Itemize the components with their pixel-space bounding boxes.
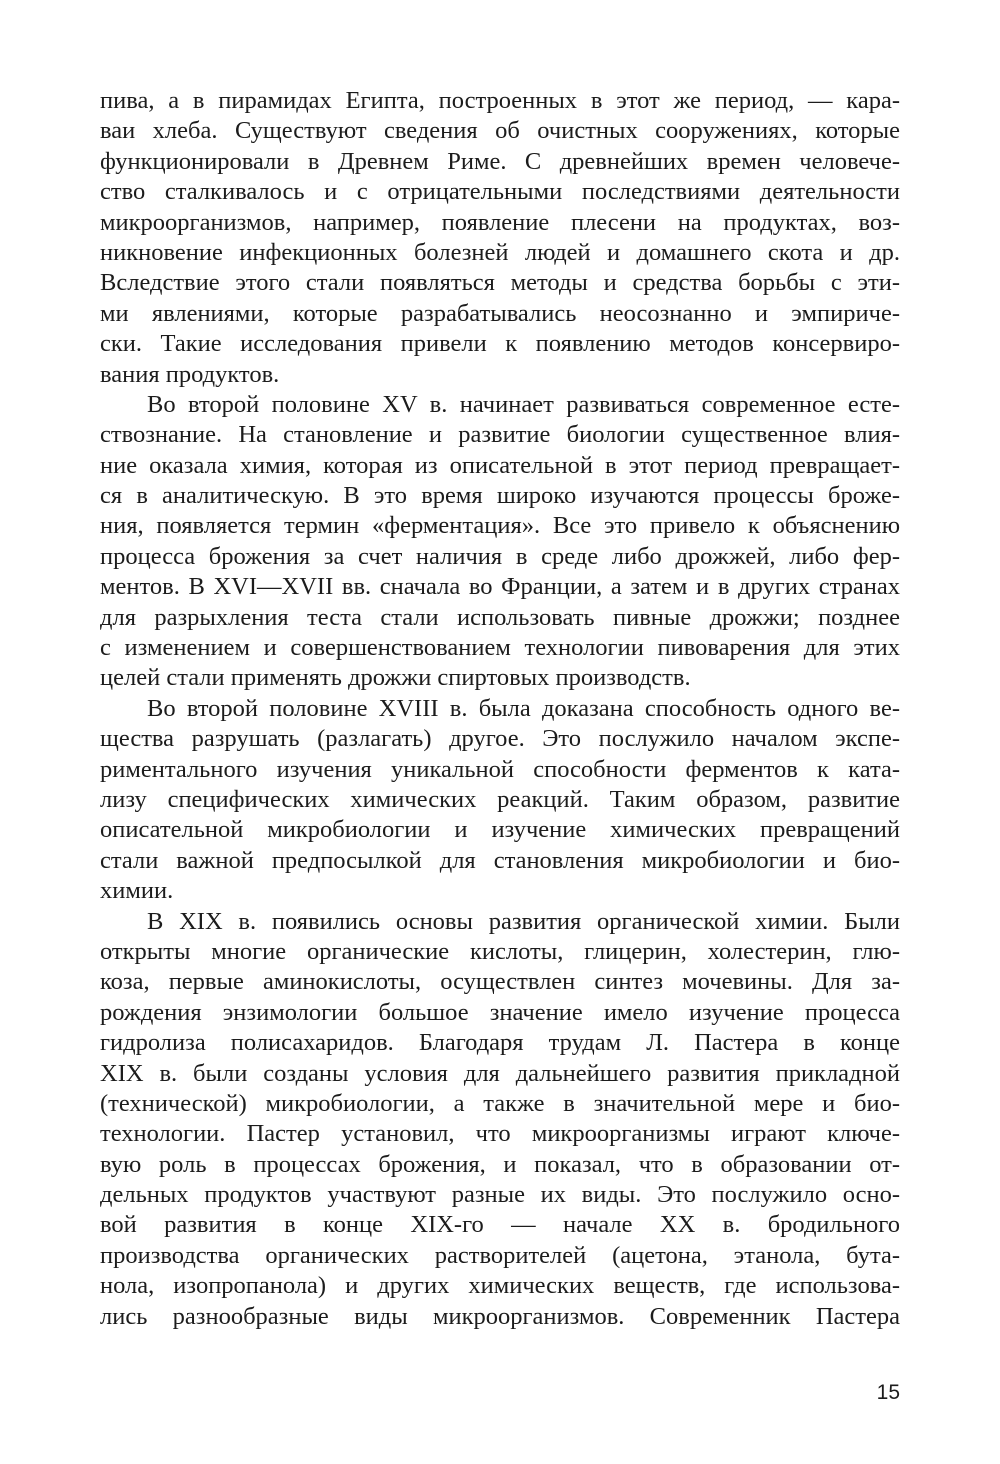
text-line: лизу специфических химических реакций. Таким образом, развитие — [100, 785, 900, 813]
text-line: ся в аналитическую. В это время широко изучаются процессы броже- — [100, 482, 900, 510]
text-line: рождения энзимологии большое значение имело изучение процесса — [100, 998, 900, 1026]
text-line: ваи хлеба. Существуют сведения об очистных сооружениях, которые — [100, 117, 900, 145]
text-line: стали важной предпосылкой для становления микробиологии и био- — [100, 846, 900, 874]
paragraph — [100, 390, 900, 694]
text-line: дельных продуктов участвуют разные их виды. Это послужило осно- — [100, 1181, 900, 1209]
text-line: ми явлениями, которые разрабатывались неосознанно и эмпириче- — [100, 299, 900, 327]
text-line: ски. Такие исследования привели к появлению методов консервиро- — [100, 330, 900, 358]
text-line: лись разнообразные виды микроорганизмов. Современник Пастера — [100, 1302, 900, 1330]
text-line: XIX в. были созданы условия для дальнейшего развития прикладной — [100, 1059, 900, 1087]
page-body — [100, 86, 900, 1332]
page-number: 15 — [876, 1381, 900, 1404]
text-line: нола, изопропанола) и других химических веществ, где использова- — [100, 1272, 900, 1300]
text-line: ния, появляется термин «ферментация». Все это привело к объяснению — [100, 512, 900, 540]
text-line: ство сталкивалось и с отрицательными последствиями деятельности — [100, 178, 900, 206]
text-line: (технической) микробиологии, а также в значительной мере и био- — [100, 1089, 900, 1117]
text-line: описательной микробиологии и изучение химических превращений — [100, 816, 900, 844]
text-line: В XIX в. появились основы развития органической химии. Были — [147, 907, 900, 935]
text-line: вой развития в конце XIX-го — начале XX в. бродильного — [100, 1211, 900, 1239]
paragraph — [100, 86, 900, 390]
text-line: ствознание. На становление и развитие биологии существенное влия- — [100, 421, 900, 449]
paragraph — [100, 694, 900, 907]
text-line: пива, а в пирамидах Египта, построенных в этот же период, — кара- — [100, 87, 900, 114]
text-line: функционировали в Древнем Риме. С древнейших времен человече- — [100, 147, 900, 175]
text-line: производства органических растворителей (ацетона, этанола, бута- — [100, 1241, 900, 1269]
text-line: гидролиза полисахаридов. Благодаря трудам Л. Пастера в конце — [100, 1029, 900, 1057]
text-line: Во второй половине XV в. начинает развиваться современное есте- — [147, 390, 900, 418]
paragraph — [100, 907, 900, 1332]
text-line: вую роль в процессах брожения, и показал, что в образовании от- — [100, 1150, 900, 1178]
text-line: открыты многие органические кислоты, глицерин, холестерин, глю- — [100, 937, 900, 965]
text-line: микроорганизмов, например, появление плесени на продуктах, воз- — [100, 208, 900, 236]
text-line: процесса брожения за счет наличия в среде либо дрожжей, либо фер- — [100, 542, 900, 570]
text-line: щества разрушать (разлагать) другое. Это послужило началом экспе- — [100, 725, 900, 753]
text-line: коза, первые аминокислоты, осуществлен синтез мочевины. Для за- — [100, 968, 900, 996]
text-line: Вследствие этого стали появляться методы и средства борьбы с эти- — [100, 269, 900, 297]
text-line: ние оказала химия, которая из описательной в этот период превращает- — [100, 451, 900, 479]
text-line: химии. — [100, 877, 174, 905]
text-line: с изменением и совершенствованием технологии пивоварения для этих — [100, 634, 900, 662]
text-line: вания продуктов. — [100, 360, 280, 388]
text-line: технологии. Пастер установил, что микроорганизмы играют ключе- — [100, 1120, 900, 1148]
text-line: никновение инфекционных болезней людей и домашнего скота и др. — [100, 238, 900, 266]
text-line: риментального изучения уникальной способности ферментов к ката- — [100, 755, 900, 783]
text-line: Во второй половине XVIII в. была доказана способность одного ве- — [147, 694, 900, 722]
text-line: ментов. В XVI—XVII вв. сначала во Франции, а затем и в других странах — [100, 573, 900, 601]
text-line: целей стали применять дрожжи спиртовых производств. — [100, 664, 691, 692]
text-line: для разрыхления теста стали использовать пивные дрожжи; позднее — [100, 603, 900, 631]
